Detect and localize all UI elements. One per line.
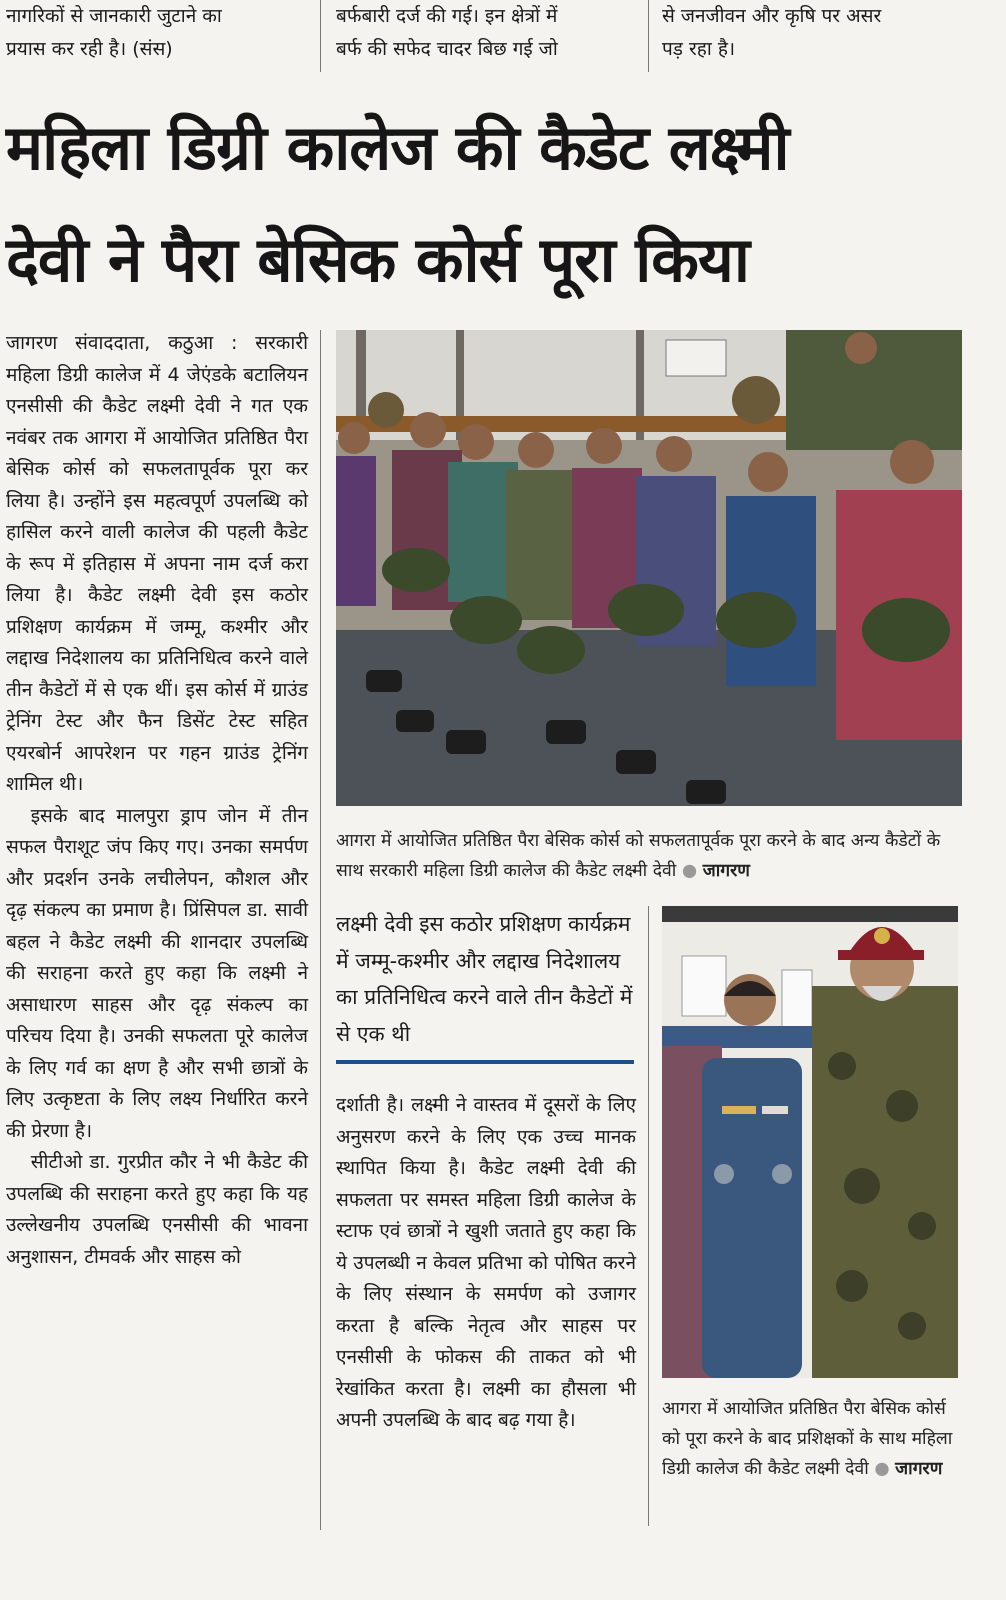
- bullet-icon: ●: [681, 861, 698, 881]
- photo-cadets-group: [336, 330, 962, 806]
- prev-story-line: पड़ रहा है।: [662, 38, 736, 60]
- article-column-left: [6, 328, 308, 1273]
- photo-cadets-group-image: [336, 330, 962, 806]
- column-divider: [648, 0, 649, 72]
- dateline: जागरण संवाददाता, कठुआ :: [6, 332, 238, 354]
- article-paragraph: इसके बाद मालपुरा ड्राप जोन में तीन सफल पैराशूट जंप किए गए। उनका समर्पण और प्रदर्शन उनके लचीलेपन, कौशल और दृढ़ संकल्प का प्रमाण है। प्रिंसिपल डा. सावी बहल ने कैडेट लक्ष्मी की शानदार उपलब्धि की सराहना करते हुए कहा कि लक्ष्मी ने असाधारण साहस और दृढ़ संकल्प का परिचय दिया है। उनकी सफलता पूरे कालेज के लिए गर्व का क्षण है और सभी छात्रों के लिए उत्कृष्टता के लिए लक्ष्य निर्धारित करने की प्रेरणा है।: [6, 804, 308, 1142]
- headline-line-1: महिला डिग्री कालेज की कैडेट लक्ष्मी: [6, 111, 789, 184]
- column-divider: [648, 906, 649, 1526]
- photo-credit: जागरण: [895, 1459, 943, 1479]
- photo-cadet-with-instructor-caption: [662, 1394, 962, 1484]
- article-text: सरकारी महिला डिग्री कालेज में 4 जेएंडके बटालियन एनसीसी की कैडेट लक्ष्मी देवी ने गत एक नवंबर तक आगरा में आयोजित प्रतिष्ठित पैरा बेसिक कोर्स को सफलतापूर्वक पूरा कर लिया है। उन्होंने इस महत्वपूर्ण उपलब्धि को हासिल करने वाली कालेज की पहली कैडेट के रूप में इतिहास में अपना नाम दर्ज करा लिया है। कैडेट लक्ष्मी देवी इस कठोर प्रशिक्षण कार्यक्रम में जम्मू, कश्मीर और लद्दाख निदेशालय का प्रतिनिधित्व करने वाले तीन कैडेटों में से एक थीं। इस कोर्स में ग्राउंड ट्रेनिंग टेस्ट और फैन डिसेंट टेस्ट सहित एयरबोर्न आपरेशन पर गहन ग्राउंड ट्रेनिंग शामिल थी।: [6, 332, 309, 795]
- prev-story-line: नागरिकों से जानकारी जुटाने का: [6, 5, 222, 27]
- photo-cadet-with-instructor-image: [662, 906, 958, 1378]
- pull-quote: लक्ष्मी देवी इस कठोर प्रशिक्षण कार्यक्रम में जम्मू-कश्मीर और लद्दाख निदेशालय का प्रतिनिधित्व करने वाले तीन कैडेटों में से एक थी: [336, 912, 633, 1046]
- pull-quote-rule: [336, 1060, 634, 1064]
- prev-story-line: बर्फबारी दर्ज की गई। इन क्षेत्रों में: [336, 5, 558, 27]
- prev-story-col-1: [6, 0, 306, 66]
- article-paragraph: सीटीओ डा. गुरप्रीत कौर ने भी कैडेट की उपलब्धि की सराहना करते हुए कहा कि यह उल्लेखनीय उपलब्धि एनसीसी की भावना अनुशासन, टीमवर्क और साहस को: [6, 1151, 308, 1268]
- photo-cadets-group-caption: [336, 826, 960, 886]
- article-paragraph: [6, 328, 308, 801]
- prev-story-col-3: [662, 0, 962, 66]
- previous-stories-strip: [0, 0, 1006, 80]
- bullet-icon: ●: [874, 1459, 890, 1479]
- photo-credit: जागरण: [702, 861, 750, 881]
- prev-story-col-2: [336, 0, 636, 66]
- column-divider: [320, 0, 321, 72]
- photo-cadet-with-instructor: [662, 906, 958, 1378]
- prev-story-line: प्रयास कर रही है। (संस): [6, 38, 173, 60]
- caption-text: आगरा में आयोजित प्रतिष्ठित पैरा बेसिक कोर्स को पूरा करने के बाद प्रशिक्षकों के साथ महिला डिग्री कालेज की कैडेट लक्ष्मी देवी: [662, 1399, 953, 1479]
- caption-text: आगरा में आयोजित प्रतिष्ठित पैरा बेसिक कोर्स को सफलतापूर्वक पूरा करने के बाद अन्य कैडेटों के साथ सरकारी महिला डिग्री कालेज की कैडेट लक्ष्मी देवी: [336, 831, 941, 881]
- prev-story-line: बर्फ की सफेद चादर बिछ गई जो: [336, 38, 558, 60]
- headline: [6, 92, 996, 316]
- headline-line-2: देवी ने पैरा बेसिक कोर्स पूरा किया: [6, 223, 749, 296]
- article-column-middle: [336, 1090, 636, 1437]
- article-paragraph: दर्शाती है। लक्ष्मी ने वास्तव में दूसरों के लिए अनुसरण करने के लिए एक उच्च मानक स्थापित किया है। कैडेट लक्ष्मी देवी की सफलता पर समस्त महिला डिग्री कालेज के स्टाफ एवं छात्रों ने खुशी जताते हुए कहा कि ये उपलब्धी न केवल प्रतिभा को पोषित करने के लिए संस्थान के समर्पण को उजागर करता है बल्कि नेतृत्व और साहस पर एनसीसी के फोकस की ताकत को भी रेखांकित करता है। लक्ष्मी का हौसला भी अपनी उपलब्धि के बाद बढ़ गया है।: [336, 1094, 636, 1431]
- prev-story-line: से जनजीवन और कृषि पर असर: [662, 5, 882, 27]
- column-divider: [320, 330, 321, 1530]
